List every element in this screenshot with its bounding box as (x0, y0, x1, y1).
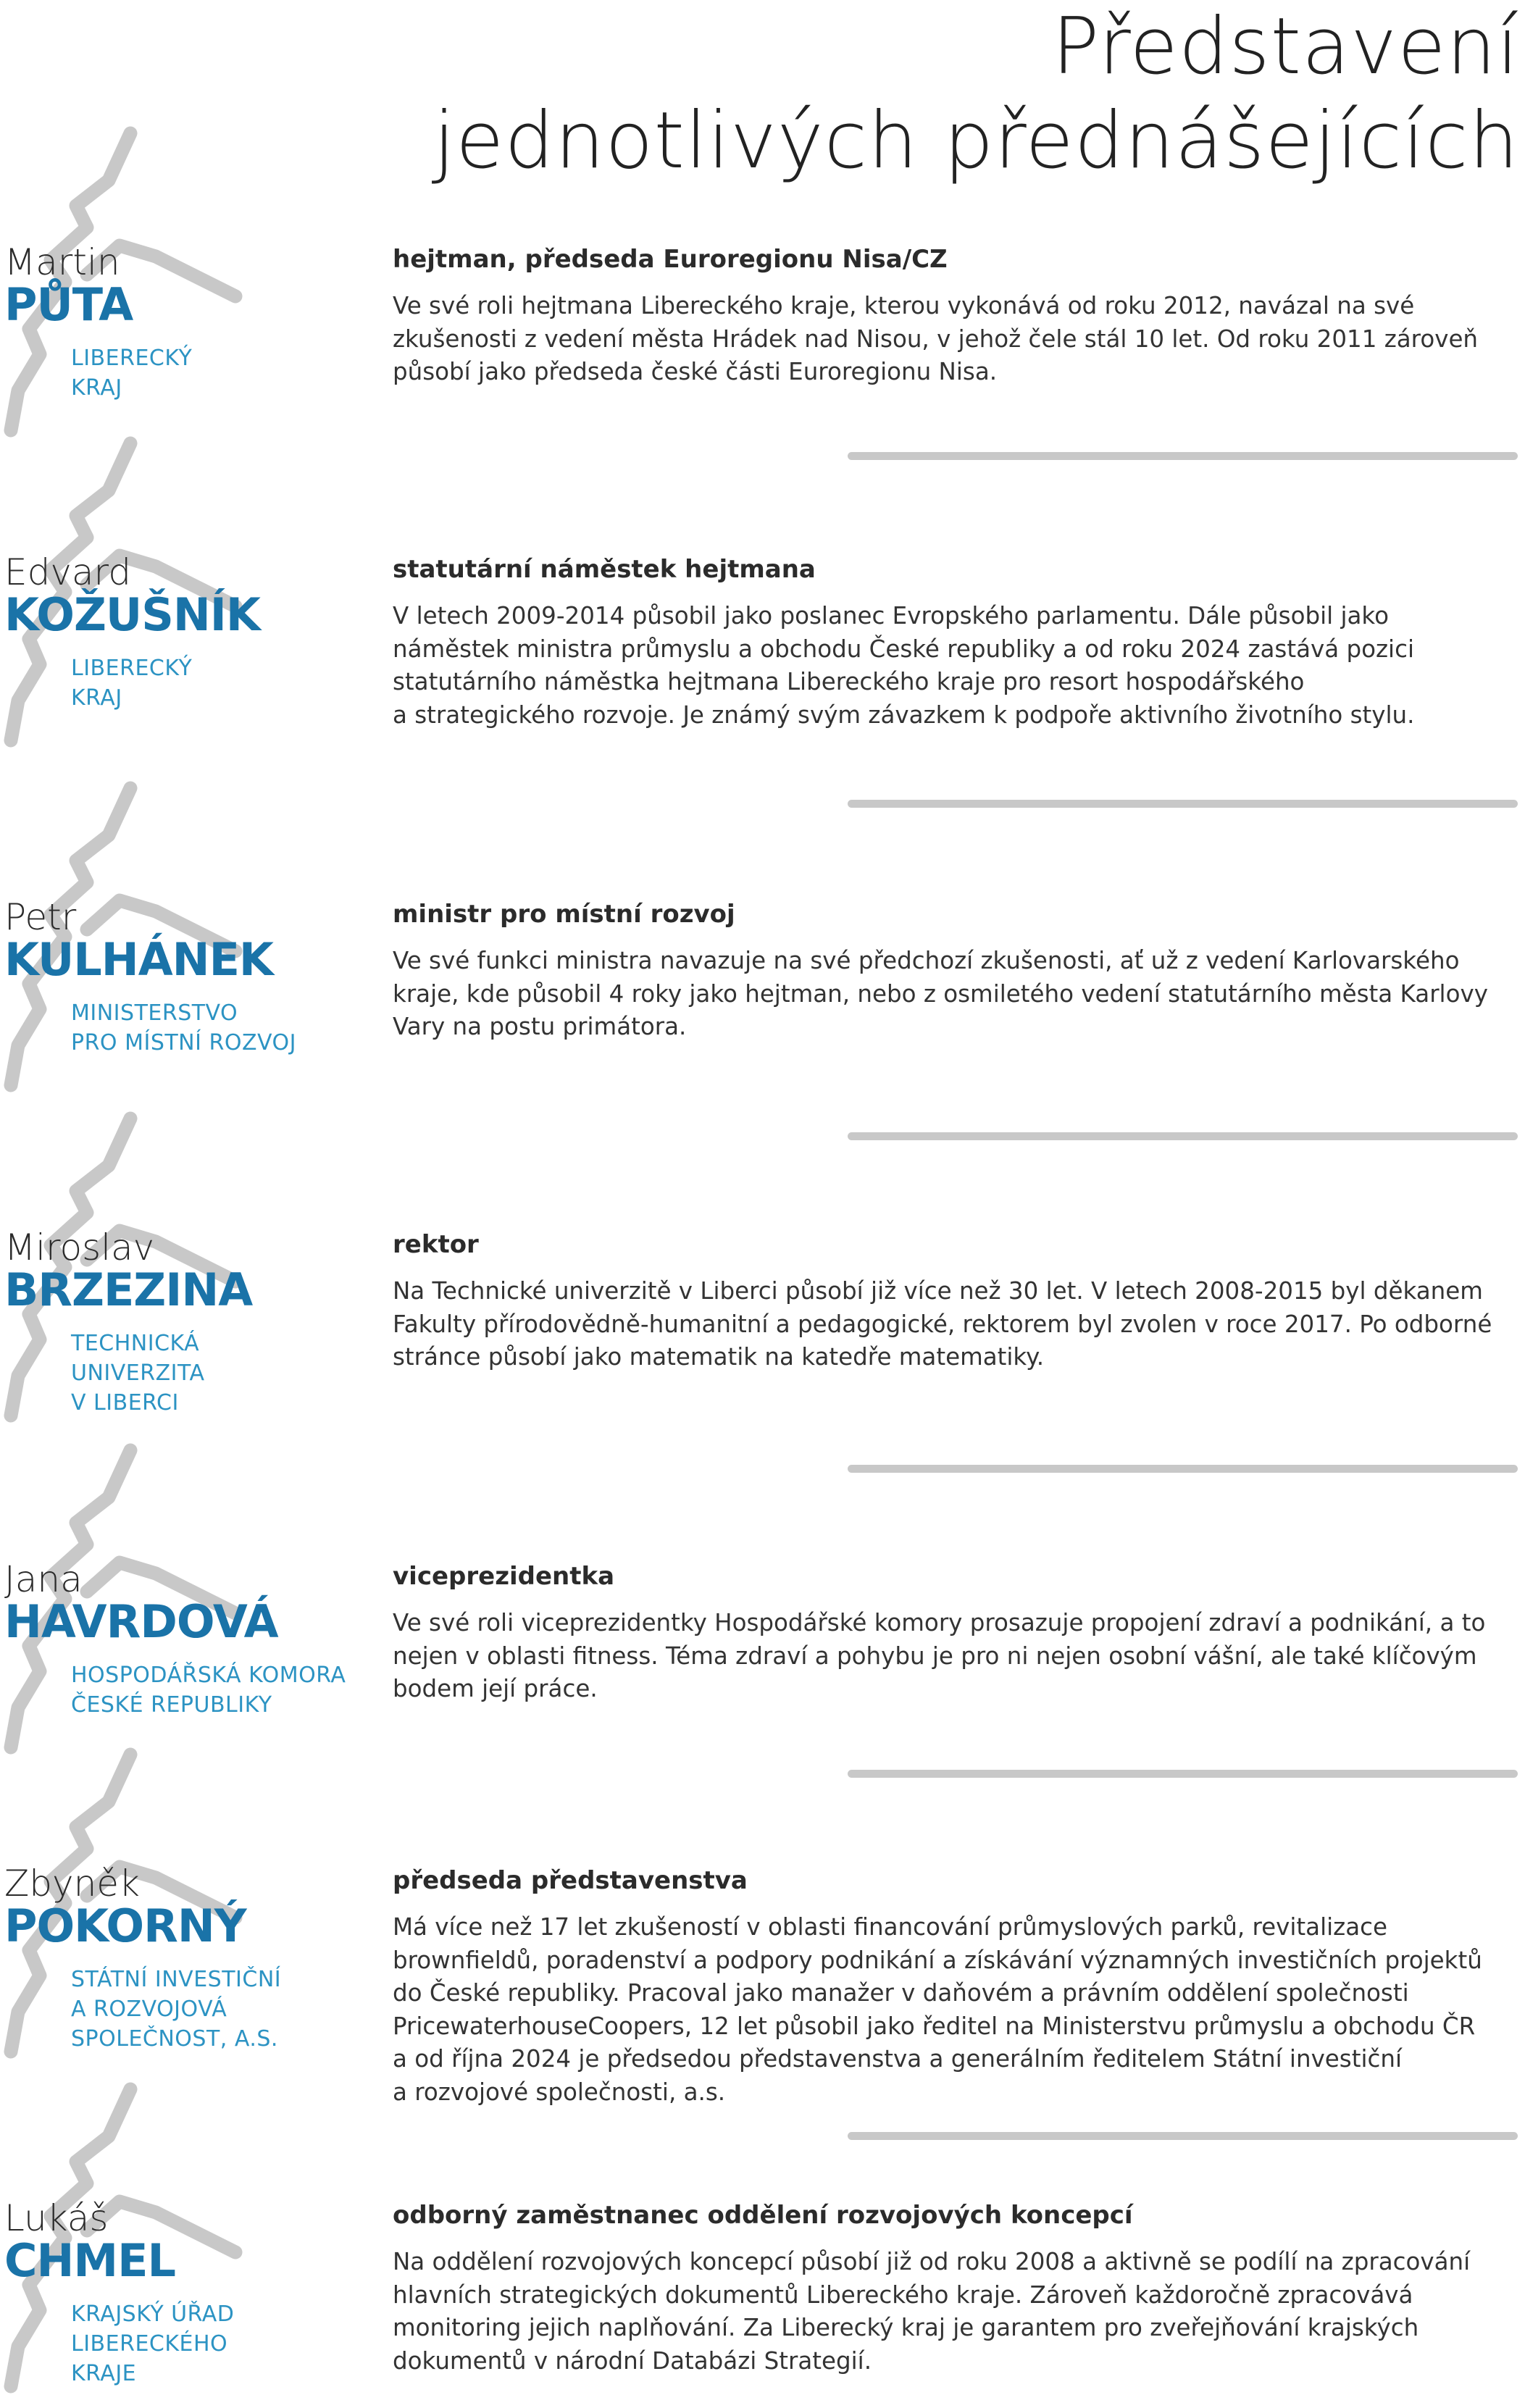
speaker-organization (71, 1329, 205, 1418)
speaker-first-name: Miroslav (4, 1226, 155, 1268)
speaker-organization-line: KRAJE (71, 2361, 137, 2386)
bio-line: a strategického rozvoje. Je známý svým závazkem k podpoře aktivního životního stylu. (393, 701, 1415, 729)
speaker-bio (393, 600, 1508, 732)
speaker-organization (71, 998, 296, 1058)
speaker-bio (393, 945, 1508, 1044)
bio-line: bodem její práce. (393, 1675, 598, 1702)
bio-line: náměstek ministra průmyslu a obchodu České republiky a od roku 2024 zastává pozici (393, 635, 1414, 663)
speaker-organization-line: UNIVERZITA (71, 1360, 205, 1386)
speaker-role: ministr pro místní rozvoj (393, 900, 735, 929)
section-divider (848, 1132, 1518, 1140)
speaker-role: odborný zaměstnanec oddělení rozvojových koncepcí (393, 2201, 1133, 2230)
bio-line: Ve své funkci ministra navazuje na své předchozí zkušenosti, ať už z vedení Karlovarského (393, 947, 1460, 974)
bio-line: PricewaterhouseCoopers, 12 let působil jako ředitel na Ministerstvu průmyslu a obchodu ČR (393, 2012, 1476, 2040)
speaker-organization-line: KRAJ (71, 375, 122, 401)
bio-line: stránce působí jako matematik na katedře matematiky. (393, 1343, 1045, 1371)
speaker-organization-line: TECHNICKÁ (71, 1331, 200, 1356)
speaker-last-name: KULHÁNEK (4, 933, 273, 986)
speaker-last-name: KOŽUŠNÍK (4, 588, 260, 641)
speaker-first-name: Lukáš (4, 2197, 109, 2239)
bio-line: zkušenosti z vedení města Hrádek nad Nisou, v jehož čele stál 10 let. Od roku 2011 zároveň (393, 325, 1479, 353)
speaker-last-name: CHMEL (4, 2234, 175, 2287)
speaker-role: hejtman, předseda Euroregionu Nisa/CZ (393, 245, 948, 274)
speaker-organization-line: MINISTERSTVO (71, 1000, 238, 1026)
section-divider (848, 1770, 1518, 1778)
speaker-bio (393, 1607, 1508, 1706)
bio-line: hlavních strategických dokumentů Libereckého kraje. Zároveň každoročně zpracovává (393, 2281, 1413, 2309)
speaker-last-name: BRZEZINA (4, 1263, 253, 1316)
speaker-last-name: PŮTA (4, 278, 133, 331)
bio-line: Vary na postu primátora. (393, 1013, 687, 1040)
speaker-organization-line: V LIBERCI (71, 1390, 179, 1416)
speaker-last-name: POKORNÝ (4, 1899, 246, 1952)
bio-line: Ve své roli hejtmana Libereckého kraje, kterou vykonává od roku 2012, navázal na své (393, 292, 1415, 319)
bio-line: kraje, kde působil 4 roky jako hejtman, nebo z osmiletého vedení statutárního města Karlovy (393, 979, 1488, 1008)
speaker-card (0, 2198, 1525, 2394)
bio-line: Ve své roli viceprezidentky Hospodářské komory prosazuje propojení zdraví a podnikání, a to (393, 1609, 1486, 1636)
speaker-bio (393, 1911, 1508, 2109)
bio-line: působí jako předseda české části Euroregionu Nisa. (393, 358, 998, 385)
speaker-last-name: HAVRDOVÁ (4, 1595, 278, 1648)
bio-line: monitoring jejich naplňování. Za Liberecký kraj je garantem pro zveřejňování krajských (393, 2314, 1419, 2341)
speaker-organization (71, 1660, 346, 1720)
page-title (433, 0, 1519, 188)
speaker-organization-line: LIBERECKÝ (71, 656, 193, 681)
section-divider (848, 2132, 1518, 2140)
speaker-organization (71, 653, 192, 713)
speaker-organization-line: KRAJSKÝ ÚŘAD (71, 2302, 235, 2327)
bio-line: Fakulty přírodovědně-humanitní a pedagogické, rektorem byl zvolen v roce 2017. Po odborné (393, 1310, 1492, 1338)
page-title-line-2: jednotlivých přednášejících (433, 96, 1519, 186)
speaker-role: předseda představenstva (393, 1866, 748, 1895)
speaker-organization-line: STÁTNÍ INVESTIČNÍ (71, 1967, 282, 1992)
speaker-organization (71, 2299, 234, 2388)
speaker-organization-line: HOSPODÁŘSKÁ KOMORA (71, 1663, 346, 1688)
speaker-role: viceprezidentka (393, 1562, 615, 1591)
page-title-line-1: Představení (1052, 1, 1519, 92)
speaker-role: statutární náměstek hejtmana (393, 555, 816, 584)
bio-line: brownfieldů, poradenství a podpory podnikání a získávání významných investičních projektů (393, 1946, 1482, 1974)
section-divider (848, 800, 1518, 808)
speaker-organization-line: LIBERECKÝ (71, 346, 193, 371)
bio-line: a od října 2024 je předsedou představenstva a generálním ředitelem Státní investiční (393, 2045, 1402, 2073)
speaker-organization-line: SPOLEČNOST, A.S. (71, 2026, 278, 2052)
speaker-first-name: Edvard (4, 551, 131, 593)
speaker-first-name: Zbyněk (4, 1863, 140, 1905)
speaker-organization-line: A ROZVOJOVÁ (71, 1997, 227, 2022)
speaker-organization-line: PRO MÍSTNÍ ROZVOJ (71, 1030, 296, 1055)
bio-line: nejen v oblasti fitness. Téma zdraví a pohybu je pro ni nejen osobní vášní, ale také klíčovým (393, 1642, 1477, 1670)
speaker-first-name: Martin (4, 241, 120, 283)
bio-line: Na Technické univerzitě v Liberci působí již více než 30 let. V letech 2008-2015 byl děkanem (393, 1277, 1483, 1305)
section-divider (848, 1465, 1518, 1473)
bio-line: dokumentů v národní Databázi Strategií. (393, 2346, 872, 2375)
bio-line: do České republiky. Pracoval jako manažer v daňovém a právním oddělení společnosti (393, 1979, 1409, 2007)
speaker-organization-line: LIBERECKÉHO (71, 2331, 228, 2357)
speaker-bio (393, 1275, 1508, 1374)
speaker-organization-line: ČESKÉ REPUBLIKY (71, 1692, 272, 1718)
speaker-bio (393, 2246, 1508, 2378)
bio-line: statutárního náměstka hejtmana Libereckého kraje pro resort hospodářského (393, 668, 1305, 695)
section-divider (848, 452, 1518, 460)
speaker-role: rektor (393, 1230, 479, 1259)
bio-line: V letech 2009-2014 působil jako poslanec Evropského parlamentu. Dále působil jako (393, 602, 1389, 630)
speaker-organization (71, 1965, 281, 2054)
bio-line: Na oddělení rozvojových koncepcí působí již od roku 2008 a aktivně se podílí na zpracování (393, 2248, 1471, 2275)
bio-line: a rozvojové společnosti, a.s. (393, 2078, 726, 2106)
speaker-first-name: Petr (4, 896, 77, 938)
bio-line: Má více než 17 let zkušeností v oblasti financování průmyslových parků, revitalizace (393, 1913, 1387, 1941)
speaker-first-name: Jana (4, 1558, 83, 1600)
speaker-organization-line: KRAJ (71, 685, 122, 711)
speaker-bio (393, 290, 1508, 389)
speaker-organization (71, 343, 192, 403)
